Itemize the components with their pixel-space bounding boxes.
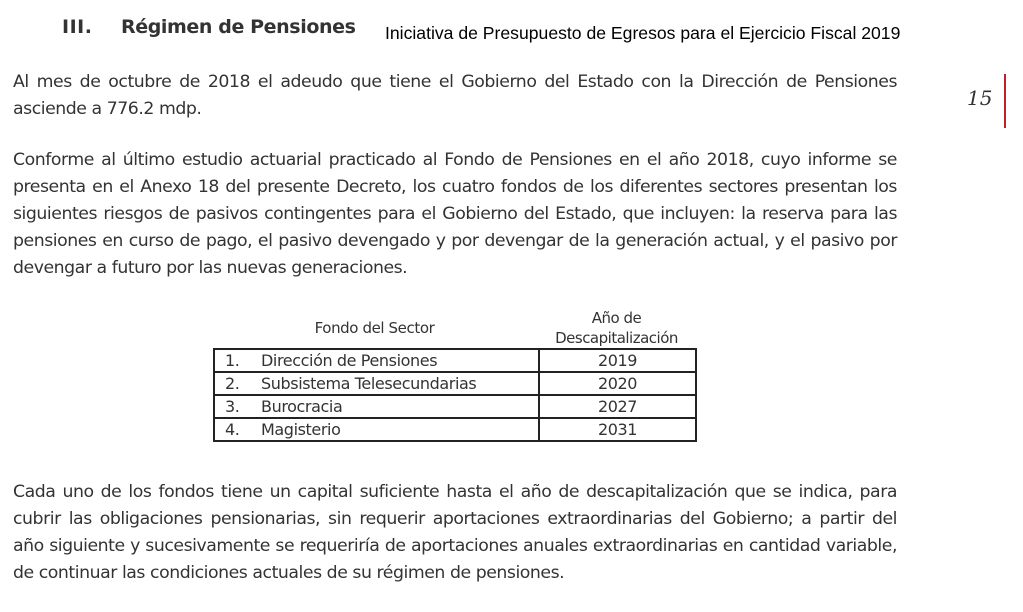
header-sector: Fondo del Sector — [314, 319, 435, 337]
section-number: III. — [62, 16, 93, 38]
row-index: 2. — [225, 374, 240, 393]
page-number-rule — [1004, 74, 1006, 128]
paragraph-capital: Cada uno de los fondos tiene un capital suficiente hasta el año de descapitalización que se indica, para cubrir las obligaciones pensionarias, sin requerir aportaciones extraordinarias del Gobierno; a partir del año siguiente y sucesivamente se requeriría de aportaciones anuales extraordinarias en cantidad variable, de continuar las condiciones actuales de su régimen de pensiones. — [13, 482, 897, 583]
header-year-line1: Año de — [591, 309, 642, 327]
paragraph-debt: Al mes de octubre de 2018 el adeudo que tiene el Gobierno del Estado con la Dirección de Pensiones asciende a 776.2 mdp. — [13, 72, 897, 119]
year-cell: 2031 — [539, 418, 696, 441]
header-year — [536, 308, 697, 348]
year-cell: 2019 — [539, 349, 696, 372]
header-year-line2: Descapitalización — [555, 329, 678, 347]
funds-grid — [213, 348, 697, 442]
table-row — [214, 418, 696, 441]
sector-name: Magisterio — [261, 420, 341, 439]
paragraph-actuarial-study: Conforme al último estudio actuarial practicado al Fondo de Pensiones en el año 2018, cuyo informe se presenta en el Anexo 18 del presente Decreto, los cuatro fondos de los diferentes sectores presentan los siguientes riesgos de pasivos contingentes para el Gobierno del Estado, que incluyen: la reserva para las pensiones en curso de pago, el pasivo devengado y por devengar de la generación actual, y el pasivo por devengar a futuro por las nuevas generaciones. — [13, 150, 897, 278]
page-header — [0, 0, 1023, 60]
sector-name: Dirección de Pensiones — [261, 351, 438, 370]
year-cell: 2027 — [539, 395, 696, 418]
table-row — [214, 372, 696, 395]
pension-funds-table — [213, 308, 697, 442]
table-header — [213, 308, 697, 348]
sector-cell — [214, 418, 539, 441]
table-row — [214, 349, 696, 372]
section-title: Régimen de Pensiones — [121, 16, 356, 38]
row-index: 4. — [225, 420, 240, 439]
year-cell: 2020 — [539, 372, 696, 395]
sector-cell — [214, 372, 539, 395]
table-row — [214, 395, 696, 418]
row-index: 1. — [225, 351, 240, 370]
document-title: Iniciativa de Presupuesto de Egresos para el Ejercicio Fiscal 2019 — [385, 23, 901, 43]
page-number: 15 — [967, 86, 993, 110]
sector-cell — [214, 395, 539, 418]
sector-name: Burocracia — [261, 397, 343, 416]
row-index: 3. — [225, 397, 240, 416]
sector-name: Subsistema Telesecundarias — [261, 374, 477, 393]
sector-cell — [214, 349, 539, 372]
